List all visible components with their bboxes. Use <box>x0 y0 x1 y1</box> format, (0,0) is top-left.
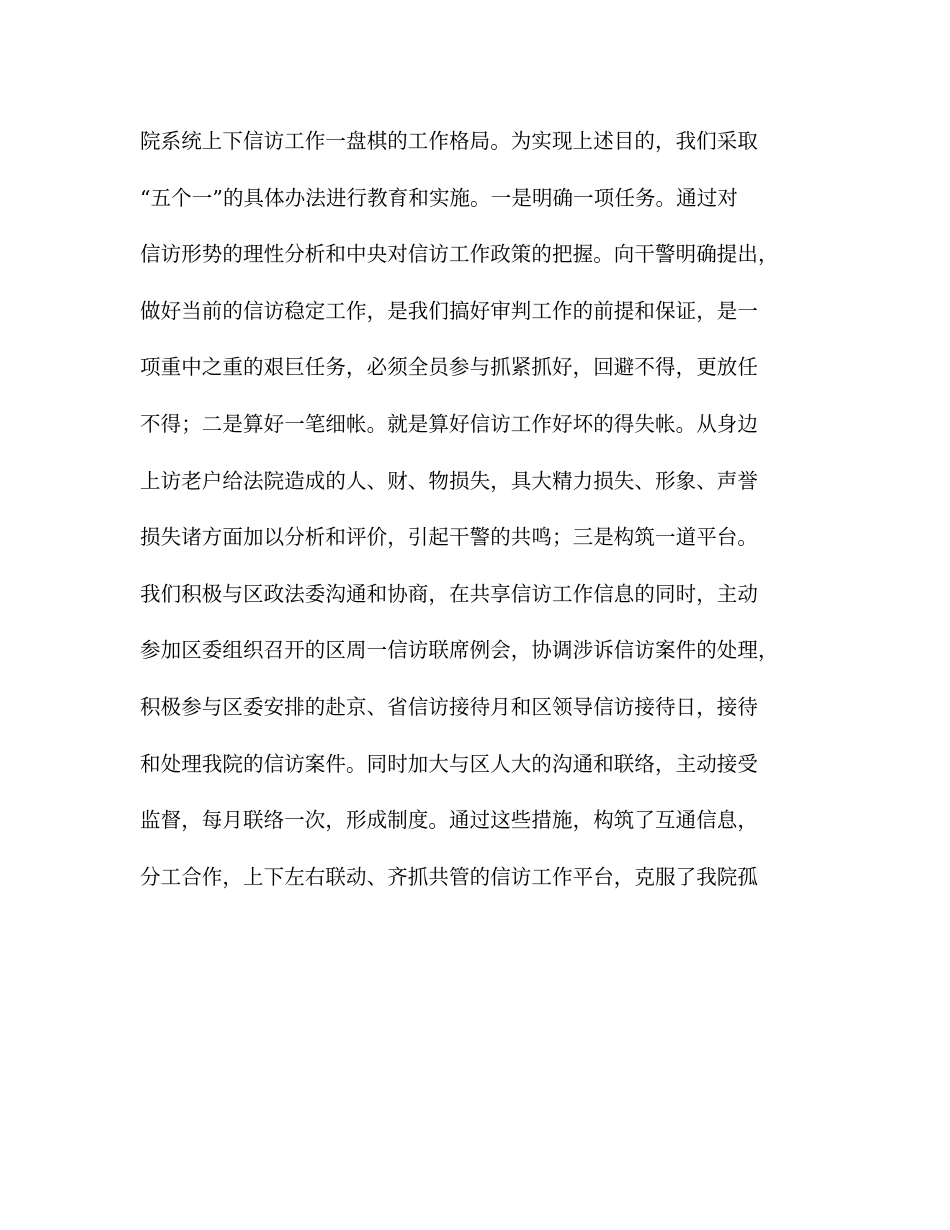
body-text <box>140 122 810 914</box>
text-line-6: 不得；二是算好一笔细帐。就是算好信访工作好坏的得失帐。从身边 <box>140 411 758 436</box>
text-line-1: 院系统上下信访工作一盘棋的工作格局。为实现上述目的，我们采取 <box>140 129 758 153</box>
text-line-3: 信访形势的理性分析和中央对信访工作政策的把握。向干警明确提出， <box>140 242 779 267</box>
text-line-4: 做好当前的信访稳定工作，是我们搞好审判工作的前提和保证，是一 <box>140 298 758 323</box>
text-line-5: 项重中之重的艰巨任务，必须全员参与抓紧抓好，回避不得，更放任 <box>140 355 758 380</box>
text-line-14: 分工合作，上下左右联动、齐抓共管的信访工作平台，克服了我院孤 <box>140 864 758 889</box>
text-line-7: 上访老户给法院造成的人、财、物损失，具大精力损失、形象、声誉 <box>140 468 758 493</box>
text-line-10: 参加区委组织召开的区周一信访联席例会，协调涉诉信访案件的处理， <box>140 638 779 663</box>
text-line-8: 损失诸方面加以分析和评价，引起干警的共鸣；三是构筑一道平台。 <box>140 525 758 550</box>
text-line-9: 我们积极与区政法委沟通和协商，在共享信访工作信息的同时，主动 <box>140 581 758 606</box>
text-line-13: 监督，每月联络一次，形成制度。通过这些措施，构筑了互通信息， <box>140 808 758 833</box>
text-line-12: 和处理我院的信访案件。同时加大与区人大的沟通和联络，主动接受 <box>140 751 758 776</box>
text-line-2: “五个一”的具体办法进行教育和实施。一是明确一项任务。通过对 <box>140 185 738 210</box>
text-line-11: 积极参与区委安排的赴京、省信访接待月和区领导信访接待日，接待 <box>140 694 758 719</box>
